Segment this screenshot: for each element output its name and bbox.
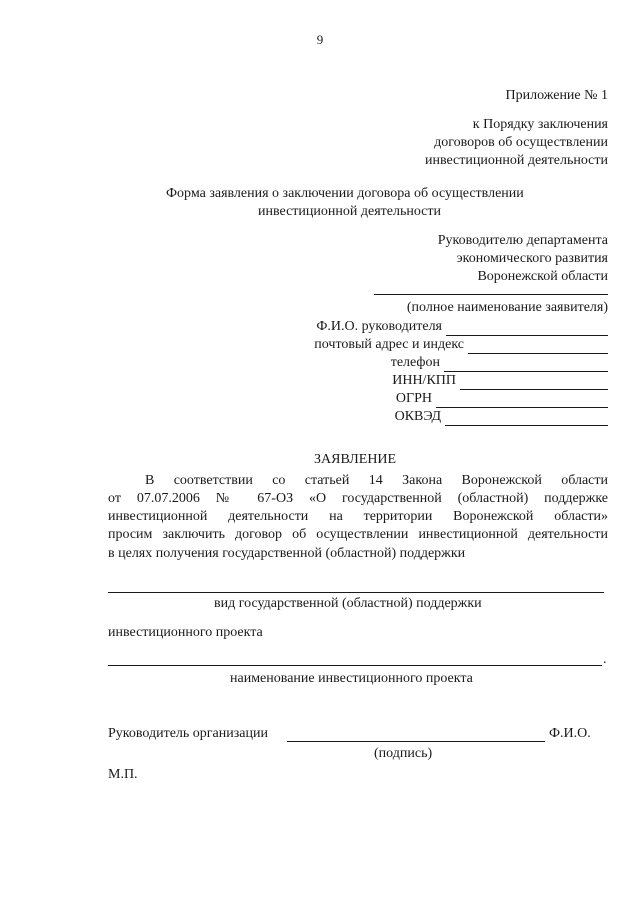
- field-label-address: почтовый адрес и индекс: [314, 337, 464, 352]
- appendix-line-3: инвестиционной деятельности: [424, 153, 608, 168]
- statement-line-4: просим заключить договор об осуществлении инвестиционной деятельности: [108, 527, 608, 542]
- applicant-name-line[interactable]: [374, 294, 608, 295]
- appendix-line-1: к Порядку заключения: [472, 117, 608, 132]
- signature-caption: (подпись): [374, 746, 433, 761]
- field-label-inn: ИНН/КПП: [392, 373, 456, 388]
- field-label-okved: ОКВЭД: [394, 409, 441, 424]
- field-label-ogrn: ОГРН: [395, 391, 432, 406]
- signature-label: Руководитель организации: [108, 726, 268, 741]
- signature-line[interactable]: [287, 741, 545, 742]
- field-line-inn[interactable]: [460, 375, 608, 390]
- applicant-name-caption: (полное наименование заявителя): [406, 300, 608, 315]
- statement-line-2: от 07.07.2006 № 67-ОЗ «О государственной (областной) поддержке: [108, 491, 608, 506]
- project-name-caption: наименование инвестиционного проекта: [230, 671, 473, 686]
- form-title-line-2: инвестиционной деятельности: [258, 204, 442, 219]
- statement-line-5: в целях получения государственной (областной) поддержки: [108, 546, 466, 561]
- form-title-line-1: Форма заявления о заключении договора об осуществлении: [166, 186, 524, 201]
- page-number: 9: [316, 32, 324, 47]
- field-label-phone: телефон: [390, 355, 440, 370]
- statement-heading: ЗАЯВЛЕНИЕ: [314, 452, 397, 467]
- addressee-line-1: Руководителю департамента: [437, 233, 608, 248]
- support-type-caption: вид государственной (областной) поддержки: [214, 596, 482, 611]
- field-row-okved: [395, 408, 608, 426]
- field-row-address: [314, 336, 608, 354]
- stamp-label: М.П.: [108, 767, 138, 782]
- field-row-inn: [392, 372, 608, 390]
- field-line-okved[interactable]: [445, 411, 608, 426]
- support-type-line[interactable]: [108, 592, 604, 593]
- field-row-ogrn: [396, 390, 608, 408]
- field-label-director: Ф.И.О. руководителя: [316, 319, 442, 334]
- addressee-line-3: Воронежской области: [477, 269, 608, 284]
- appendix-title: Приложение № 1: [505, 88, 608, 103]
- field-line-address[interactable]: [468, 339, 608, 354]
- field-row-phone: [391, 354, 608, 372]
- statement-line-3: инвестиционной деятельности на территории Воронежской области»: [108, 509, 608, 524]
- signature-fio: Ф.И.О.: [549, 726, 591, 741]
- appendix-line-2: договоров об осуществлении: [434, 135, 608, 150]
- field-line-director[interactable]: [446, 321, 608, 336]
- project-name-line[interactable]: [108, 665, 602, 666]
- field-row-director: [316, 318, 608, 336]
- project-line-period: .: [603, 652, 607, 667]
- project-text: инвестиционного проекта: [108, 625, 263, 640]
- field-line-ogrn[interactable]: [436, 393, 608, 408]
- addressee-line-2: экономического развития: [456, 251, 608, 266]
- field-line-phone[interactable]: [444, 357, 608, 372]
- statement-line-1: В соответствии со статьей 14 Закона Воронежской области: [145, 473, 608, 488]
